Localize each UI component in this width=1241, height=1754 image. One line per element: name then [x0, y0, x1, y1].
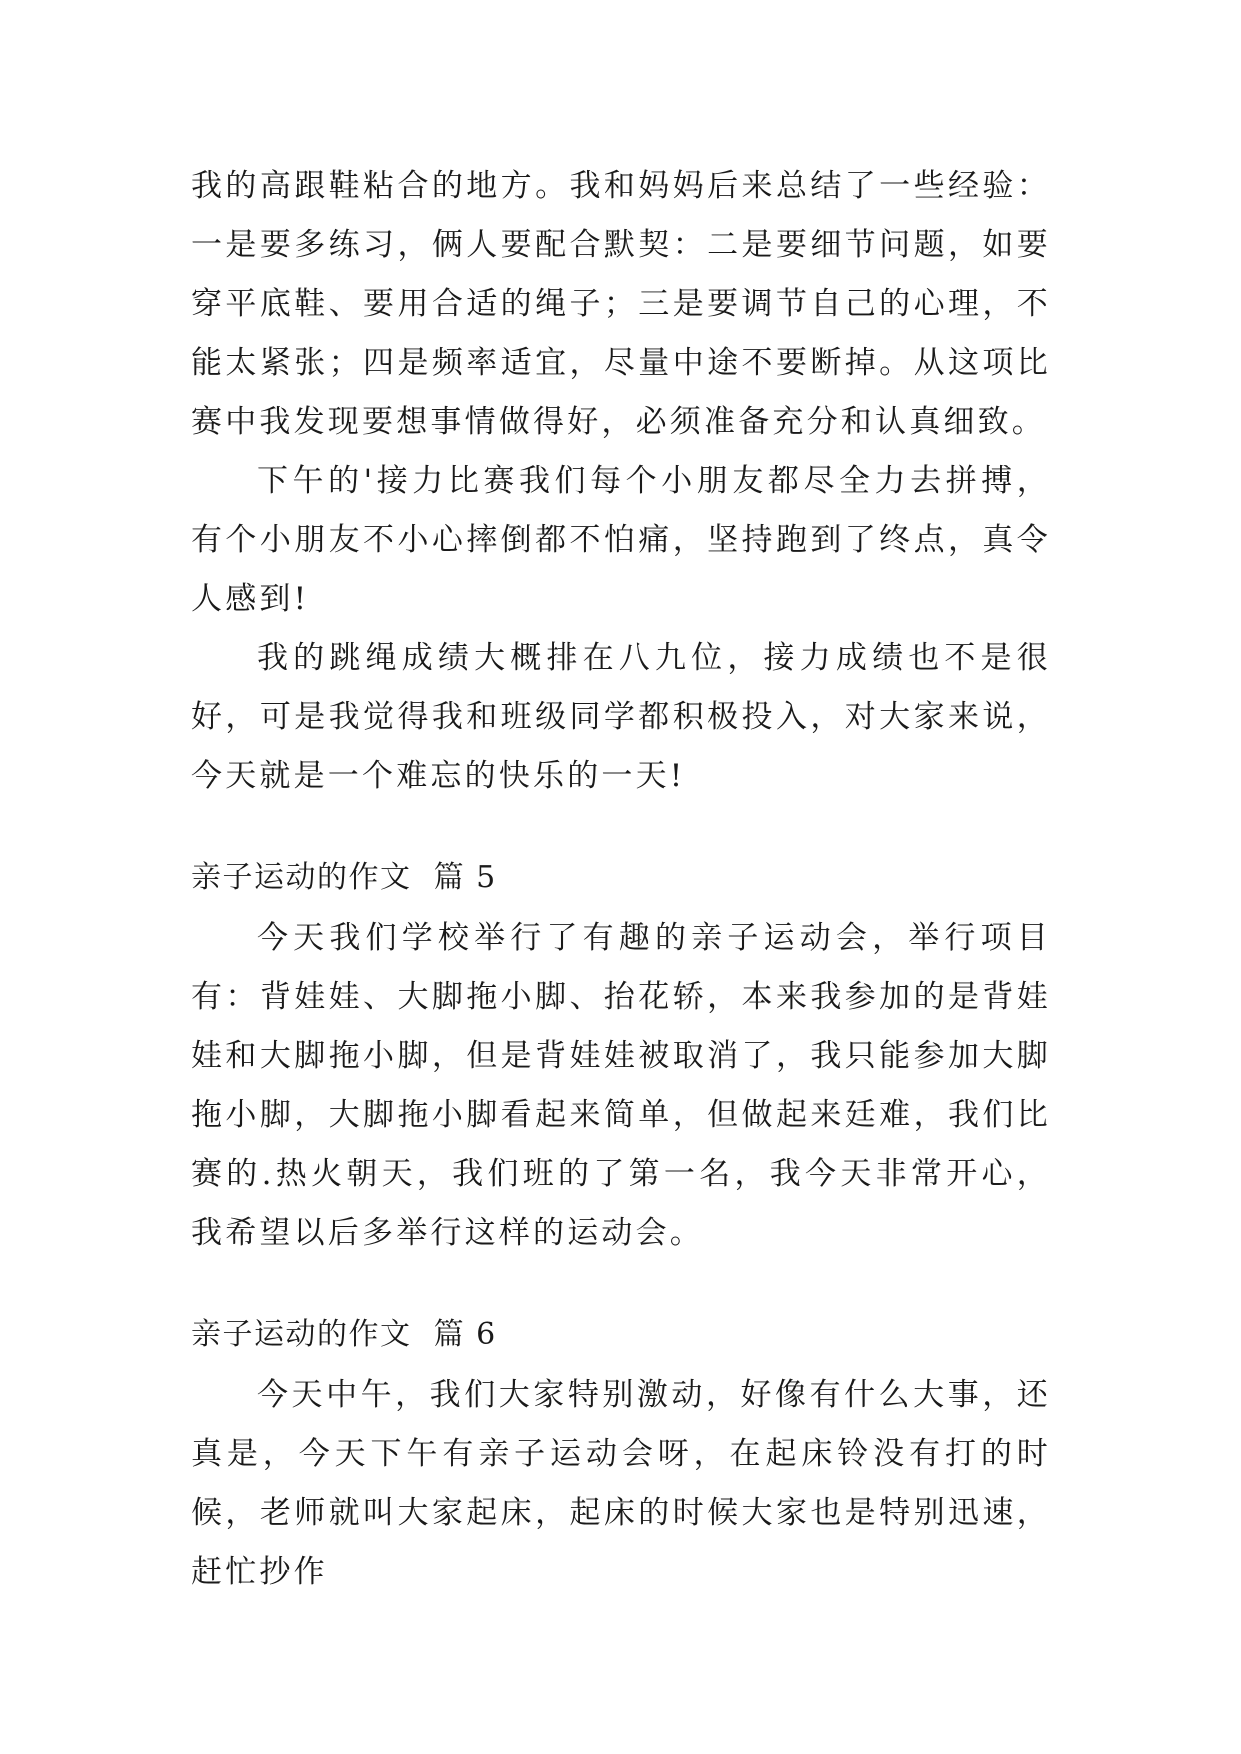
document-body: [191, 157, 1051, 1602]
paragraph-results: 我的跳绳成绩大概排在八九位，接力成绩也不是很好，可是我觉得我和班级同学都积极投入，对大家来说，今天就是一个难忘的快乐的一天!: [191, 640, 1051, 794]
paragraph-continued: 我的高跟鞋粘合的地方。我和妈妈后来总结了一些经验：一是要多练习，俩人要配合默契：二是要细节问题，如要穿平底鞋、要用合适的绳子；三是要调节自己的心理，不能太紧张；四是频率适宜，尽量中途不要断掉。从这项比赛中我发现要想事情做得好，必须准备充分和认真细致。: [191, 168, 1051, 440]
section-heading-6: 亲子运动的作文 篇 6: [191, 1317, 497, 1352]
section-5-paragraph: 今天我们学校举行了有趣的亲子运动会，举行项目有：背娃娃、大脚拖小脚、抬花轿，本来我参加的是背娃娃和大脚拖小脚，但是背娃娃被取消了，我只能参加大脚拖小脚，大脚拖小脚看起来简单，但做起来廷难，我们比赛的.热火朝天，我们班的了第一名，我今天非常开心，我希望以后多举行这样的运动会。: [191, 920, 1051, 1251]
section-6-paragraph: 今天中午，我们大家特别激动，好像有什么大事，还真是，今天下午有亲子运动会呀，在起床铃没有打的时候，老师就叫大家起床，起床的时候大家也是特别迅速，赶忙抄作: [191, 1377, 1051, 1590]
paragraph-relay-race: 下午的'接力比赛我们每个小朋友都尽全力去拼搏，有个小朋友不小心摔倒都不怕痛，坚持跑到了终点，真令人感到!: [191, 463, 1051, 617]
section-heading-5: 亲子运动的作文 篇 5: [191, 860, 497, 895]
